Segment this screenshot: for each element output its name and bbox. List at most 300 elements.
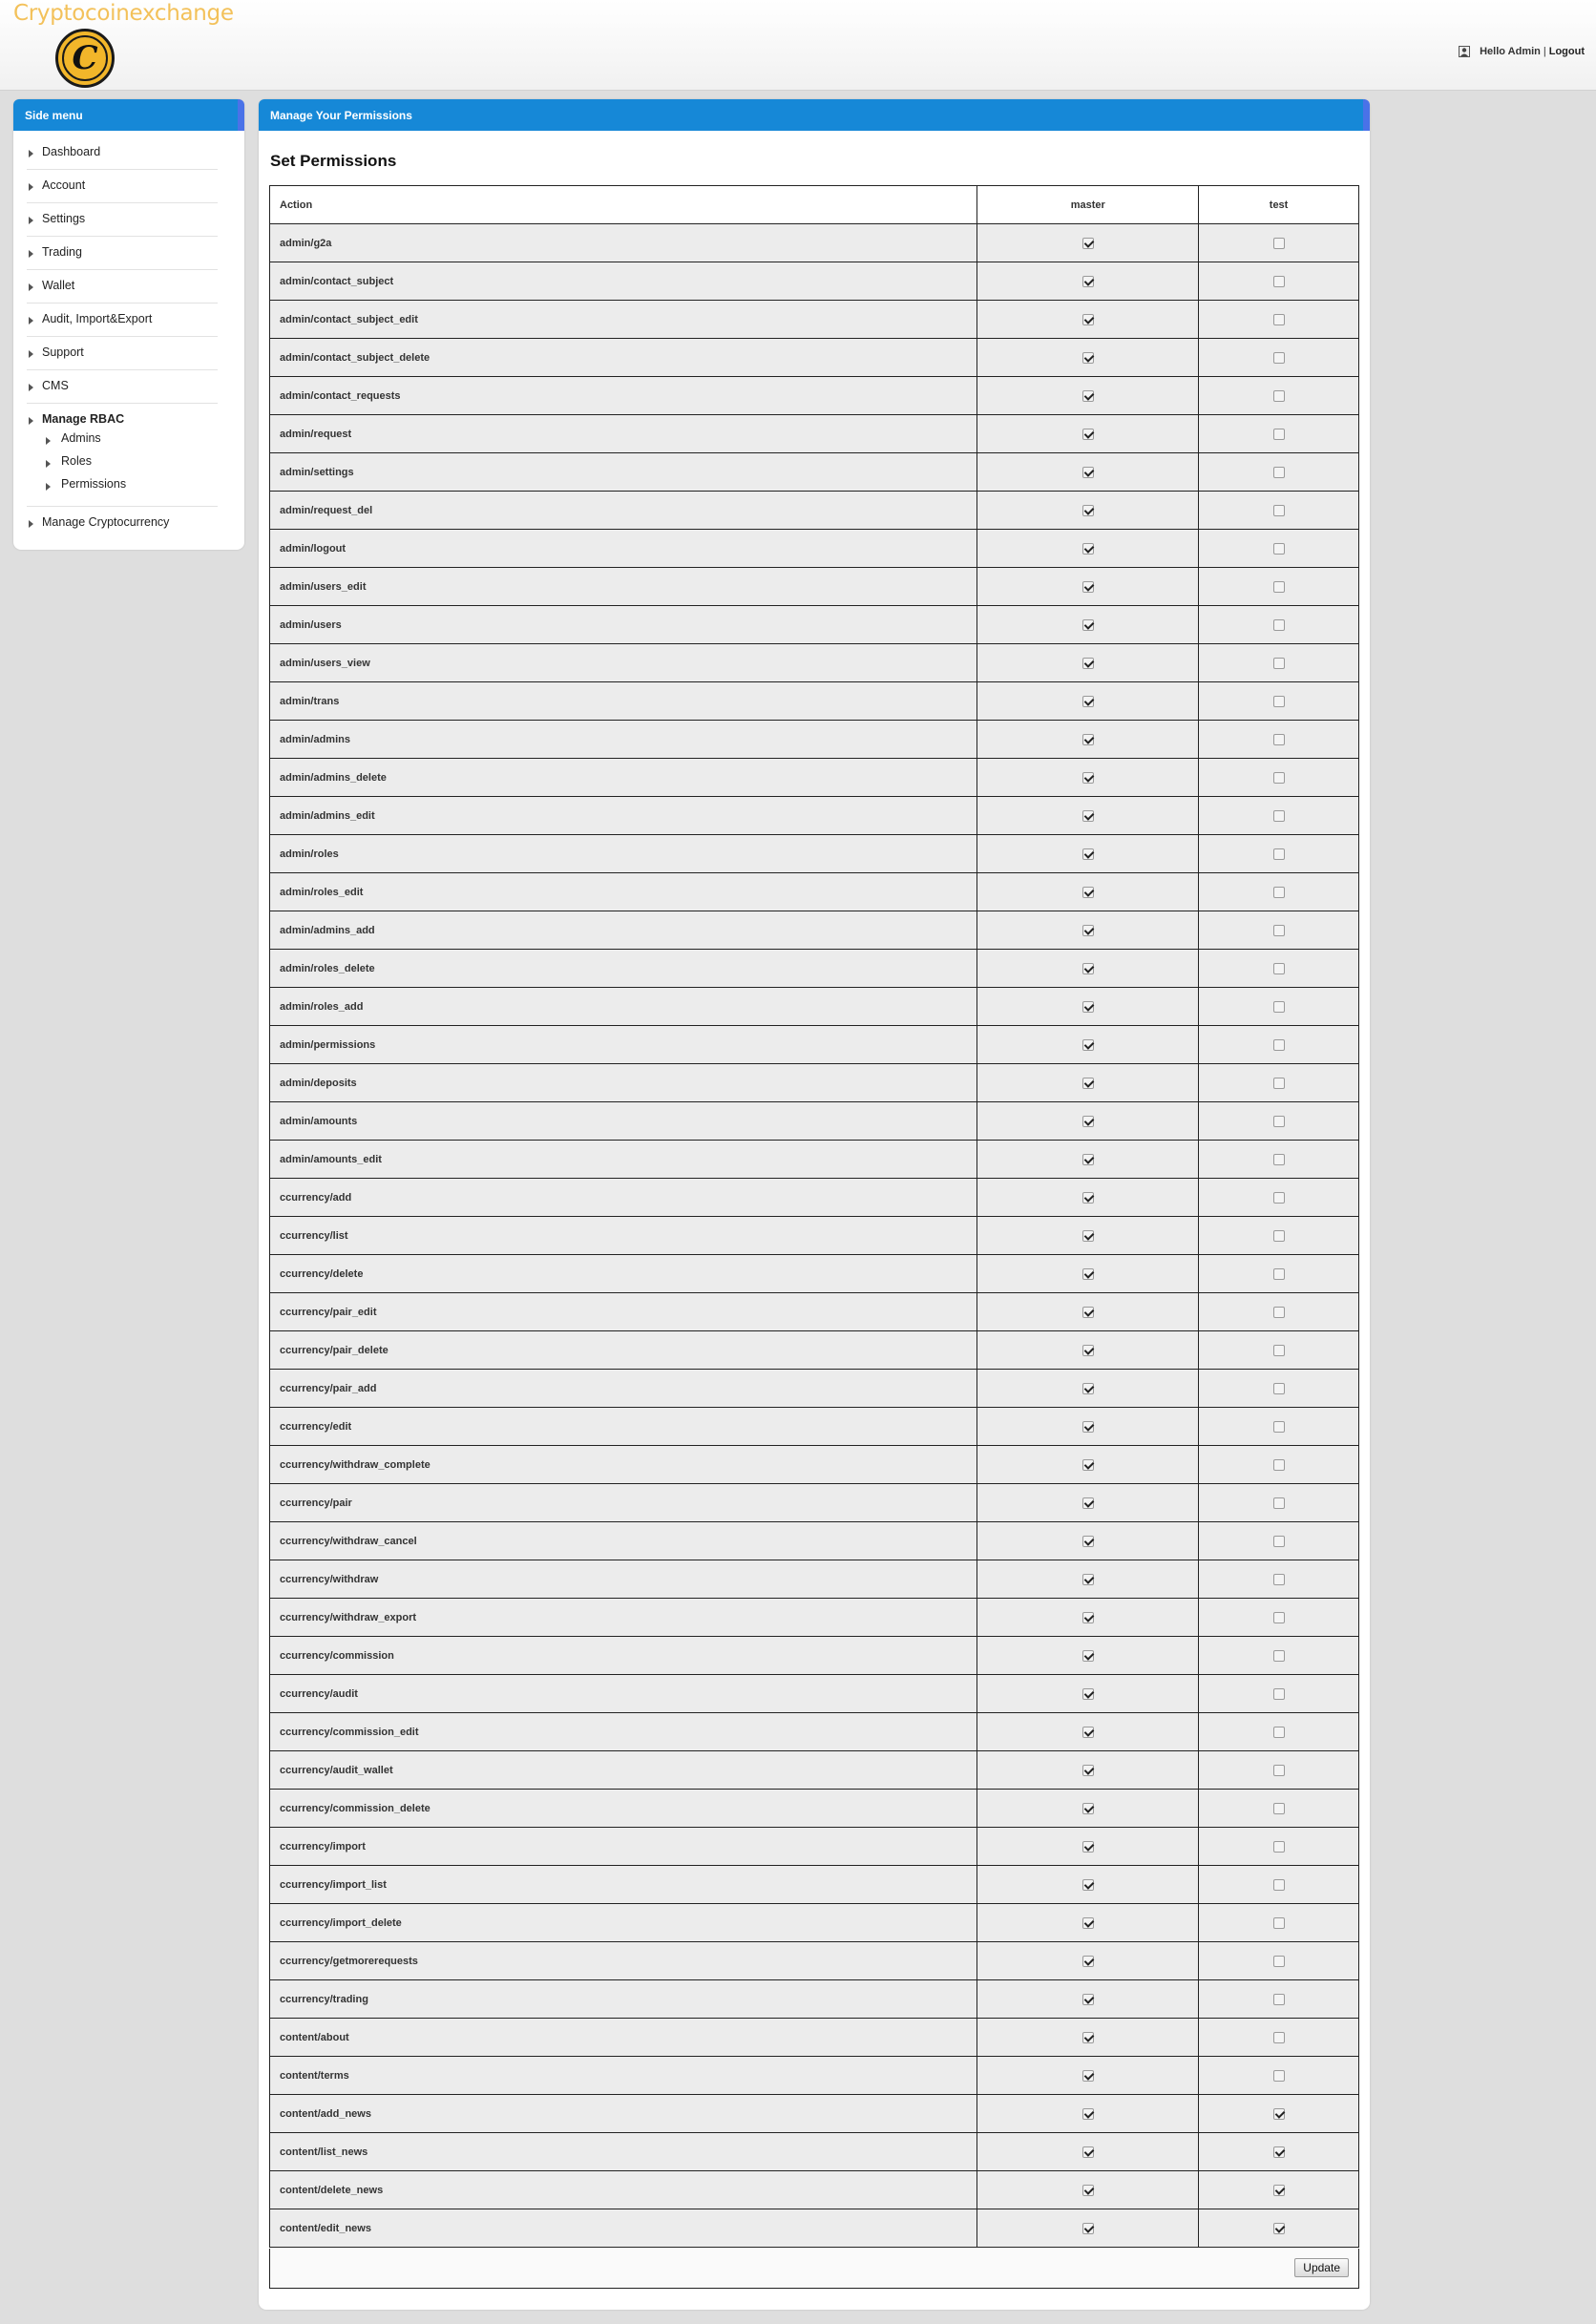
test-permission-checkbox[interactable] — [1273, 467, 1285, 478]
test-permission-checkbox[interactable] — [1273, 352, 1285, 364]
sidebar-item-support[interactable] — [27, 337, 218, 370]
sidebar-item-settings[interactable] — [27, 203, 218, 237]
master-permission-checkbox[interactable] — [1082, 2223, 1094, 2234]
master-permission-checkbox[interactable] — [1082, 848, 1094, 860]
test-permission-checkbox[interactable] — [1273, 543, 1285, 555]
master-cell — [977, 2209, 1199, 2248]
test-cell — [1199, 682, 1359, 721]
table-row — [270, 453, 1359, 492]
action-cell: admin/contact_subject_delete — [270, 339, 977, 377]
test-cell — [1199, 606, 1359, 644]
table-row — [270, 1790, 1359, 1828]
column-header-test: test — [1199, 186, 1359, 224]
sidebar-item-audit-import-export[interactable] — [27, 304, 218, 337]
action-cell: ccurrency/edit — [270, 1408, 977, 1446]
test-cell — [1199, 835, 1359, 873]
test-permission-checkbox[interactable] — [1273, 1001, 1285, 1013]
master-cell — [977, 1026, 1199, 1064]
master-permission-checkbox[interactable] — [1082, 2070, 1094, 2082]
panel-title: Manage Your Permissions — [259, 99, 1370, 131]
table-row — [270, 950, 1359, 988]
test-cell — [1199, 1675, 1359, 1713]
master-cell — [977, 835, 1199, 873]
table-row — [270, 339, 1359, 377]
sidebar-item-label: Manage RBAC — [42, 412, 125, 426]
master-cell — [977, 721, 1199, 759]
action-cell: admin/contact_requests — [270, 377, 977, 415]
rbac-submenu — [42, 428, 218, 496]
master-permission-checkbox[interactable] — [1082, 2146, 1094, 2158]
action-cell: ccurrency/withdraw_complete — [270, 1446, 977, 1484]
table-row — [270, 2057, 1359, 2095]
table-row — [270, 1331, 1359, 1370]
table-row — [270, 377, 1359, 415]
test-permission-checkbox[interactable] — [1273, 1727, 1285, 1738]
master-cell — [977, 2171, 1199, 2209]
test-permission-checkbox[interactable] — [1273, 619, 1285, 631]
master-cell — [977, 2057, 1199, 2095]
master-permission-checkbox[interactable] — [1082, 1727, 1094, 1738]
submenu-item-permissions[interactable] — [42, 473, 218, 496]
master-cell — [977, 1064, 1199, 1102]
test-permission-checkbox[interactable] — [1273, 1879, 1285, 1891]
test-cell — [1199, 2095, 1359, 2133]
table-row — [270, 1026, 1359, 1064]
action-cell: ccurrency/pair — [270, 1484, 977, 1522]
table-row — [270, 1675, 1359, 1713]
caret-right-icon — [29, 183, 33, 191]
test-cell — [1199, 1980, 1359, 2019]
test-cell — [1199, 721, 1359, 759]
master-cell — [977, 644, 1199, 682]
master-permission-checkbox[interactable] — [1082, 1650, 1094, 1662]
caret-right-icon — [29, 217, 33, 224]
table-row — [270, 1942, 1359, 1980]
test-permission-checkbox[interactable] — [1273, 581, 1285, 593]
test-cell — [1199, 492, 1359, 530]
master-permission-checkbox[interactable] — [1082, 467, 1094, 478]
master-permission-checkbox[interactable] — [1082, 1574, 1094, 1585]
caret-right-icon — [46, 483, 51, 491]
master-permission-checkbox[interactable] — [1082, 1154, 1094, 1165]
test-cell — [1199, 1790, 1359, 1828]
sidebar-item-label: Manage Cryptocurrency — [42, 515, 170, 529]
table-row — [270, 2095, 1359, 2133]
test-cell — [1199, 950, 1359, 988]
master-cell — [977, 1446, 1199, 1484]
master-permission-checkbox[interactable] — [1082, 658, 1094, 669]
test-cell — [1199, 1179, 1359, 1217]
test-cell — [1199, 1484, 1359, 1522]
action-cell: admin/g2a — [270, 224, 977, 262]
caret-right-icon — [29, 317, 33, 325]
caret-right-icon — [29, 150, 33, 157]
test-permission-checkbox[interactable] — [1273, 1421, 1285, 1433]
test-cell — [1199, 1331, 1359, 1370]
action-cell: admin/roles — [270, 835, 977, 873]
master-permission-checkbox[interactable] — [1082, 390, 1094, 402]
test-cell — [1199, 1370, 1359, 1408]
action-cell: admin/logout — [270, 530, 977, 568]
test-cell — [1199, 988, 1359, 1026]
test-cell — [1199, 1637, 1359, 1675]
action-cell: admin/contact_subject_edit — [270, 301, 977, 339]
brand-name[interactable]: Cryptocoinexchange — [13, 1, 234, 26]
column-header-master: master — [977, 186, 1199, 224]
test-permission-checkbox[interactable] — [1273, 658, 1285, 669]
submenu-item-roles[interactable] — [42, 450, 218, 473]
caret-right-icon — [29, 417, 33, 425]
table-row — [270, 1102, 1359, 1141]
test-cell — [1199, 1141, 1359, 1179]
master-permission-checkbox[interactable] — [1082, 1001, 1094, 1013]
master-permission-checkbox[interactable] — [1082, 887, 1094, 898]
action-cell: admin/trans — [270, 682, 977, 721]
master-permission-checkbox[interactable] — [1082, 1956, 1094, 1967]
submenu-item-label: Roles — [61, 454, 92, 468]
action-cell: ccurrency/commission — [270, 1637, 977, 1675]
master-cell — [977, 1713, 1199, 1751]
master-cell — [977, 1484, 1199, 1522]
caret-right-icon — [29, 520, 33, 528]
greeting-text: Hello Admin — [1480, 46, 1541, 57]
master-permission-checkbox[interactable] — [1082, 1803, 1094, 1814]
master-permission-checkbox[interactable] — [1082, 505, 1094, 516]
master-cell — [977, 568, 1199, 606]
master-permission-checkbox[interactable] — [1082, 1765, 1094, 1776]
test-permission-checkbox[interactable] — [1273, 1307, 1285, 1318]
master-permission-checkbox[interactable] — [1082, 1307, 1094, 1318]
test-permission-checkbox[interactable] — [1273, 1612, 1285, 1623]
master-permission-checkbox[interactable] — [1082, 276, 1094, 287]
sidebar-item-trading[interactable] — [27, 237, 218, 270]
test-cell — [1199, 453, 1359, 492]
test-cell — [1199, 2133, 1359, 2171]
test-permission-checkbox[interactable] — [1273, 2185, 1285, 2196]
test-cell — [1199, 301, 1359, 339]
action-cell: ccurrency/pair_delete — [270, 1331, 977, 1370]
action-cell: content/terms — [270, 2057, 977, 2095]
table-row — [270, 1255, 1359, 1293]
master-permission-checkbox[interactable] — [1082, 1879, 1094, 1891]
test-cell — [1199, 759, 1359, 797]
action-cell: content/list_news — [270, 2133, 977, 2171]
master-cell — [977, 1522, 1199, 1560]
action-cell: ccurrency/list — [270, 1217, 977, 1255]
test-permission-checkbox[interactable] — [1273, 1078, 1285, 1089]
master-permission-checkbox[interactable] — [1082, 1078, 1094, 1089]
master-permission-checkbox[interactable] — [1082, 1116, 1094, 1127]
test-permission-checkbox[interactable] — [1273, 2070, 1285, 2082]
master-permission-checkbox[interactable] — [1082, 1345, 1094, 1356]
master-permission-checkbox[interactable] — [1082, 2032, 1094, 2043]
test-permission-checkbox[interactable] — [1273, 887, 1285, 898]
test-permission-checkbox[interactable] — [1273, 1917, 1285, 1929]
test-permission-checkbox[interactable] — [1273, 848, 1285, 860]
master-cell — [977, 339, 1199, 377]
action-cell: ccurrency/pair_add — [270, 1370, 977, 1408]
test-permission-checkbox[interactable] — [1273, 1574, 1285, 1585]
master-cell — [977, 988, 1199, 1026]
test-permission-checkbox[interactable] — [1273, 734, 1285, 745]
master-cell — [977, 1293, 1199, 1331]
master-permission-checkbox[interactable] — [1082, 429, 1094, 440]
sidebar-item-manage-cryptocurrency[interactable] — [27, 507, 218, 540]
test-cell — [1199, 1866, 1359, 1904]
caret-right-icon — [29, 250, 33, 258]
column-header-action: Action — [270, 186, 977, 224]
master-cell — [977, 453, 1199, 492]
side-menu — [13, 99, 244, 550]
test-permission-checkbox[interactable] — [1273, 1765, 1285, 1776]
logout-link[interactable]: Logout — [1548, 46, 1585, 57]
test-cell — [1199, 1064, 1359, 1102]
test-permission-checkbox[interactable] — [1273, 505, 1285, 516]
master-permission-checkbox[interactable] — [1082, 1536, 1094, 1547]
table-row — [270, 988, 1359, 1026]
test-permission-checkbox[interactable] — [1273, 1497, 1285, 1509]
site-logo[interactable] — [55, 29, 115, 88]
master-cell — [977, 606, 1199, 644]
master-cell — [977, 1217, 1199, 1255]
action-cell: admin/permissions — [270, 1026, 977, 1064]
update-button[interactable]: Update — [1294, 2258, 1349, 2277]
table-row — [270, 1522, 1359, 1560]
test-permission-checkbox[interactable] — [1273, 963, 1285, 974]
test-cell — [1199, 911, 1359, 950]
table-row — [270, 1980, 1359, 2019]
master-cell — [977, 1141, 1199, 1179]
test-permission-checkbox[interactable] — [1273, 1192, 1285, 1204]
master-permission-checkbox[interactable] — [1082, 1612, 1094, 1623]
test-permission-checkbox[interactable] — [1273, 925, 1285, 936]
sidebar-item-label: Settings — [42, 212, 86, 225]
master-cell — [977, 1179, 1199, 1217]
action-cell: admin/contact_subject — [270, 262, 977, 301]
test-cell — [1199, 2209, 1359, 2248]
action-cell: ccurrency/add — [270, 1179, 977, 1217]
caret-right-icon — [29, 283, 33, 291]
sidebar-item-label: Trading — [42, 245, 82, 259]
action-cell: admin/admins_edit — [270, 797, 977, 835]
test-permission-checkbox[interactable] — [1273, 238, 1285, 249]
master-cell — [977, 1980, 1199, 2019]
test-permission-checkbox[interactable] — [1273, 1039, 1285, 1051]
test-cell — [1199, 644, 1359, 682]
page-header — [0, 0, 1596, 91]
test-permission-checkbox[interactable] — [1273, 1154, 1285, 1165]
caret-right-icon — [29, 384, 33, 391]
action-cell: content/add_news — [270, 2095, 977, 2133]
action-cell: admin/amounts_edit — [270, 1141, 977, 1179]
master-permission-checkbox[interactable] — [1082, 1497, 1094, 1509]
master-permission-checkbox[interactable] — [1082, 925, 1094, 936]
action-cell: admin/deposits — [270, 1064, 977, 1102]
test-permission-checkbox[interactable] — [1273, 696, 1285, 707]
action-cell: admin/admins_delete — [270, 759, 977, 797]
sidebar-item-label: Support — [42, 345, 84, 359]
test-permission-checkbox[interactable] — [1273, 1994, 1285, 2005]
test-permission-checkbox[interactable] — [1273, 1956, 1285, 1967]
action-cell: admin/roles_delete — [270, 950, 977, 988]
master-permission-checkbox[interactable] — [1082, 810, 1094, 822]
test-permission-checkbox[interactable] — [1273, 2108, 1285, 2120]
test-cell — [1199, 224, 1359, 262]
test-permission-checkbox[interactable] — [1273, 1345, 1285, 1356]
sidebar-item-label: Dashboard — [42, 145, 101, 158]
sidebar-item-cms[interactable] — [27, 370, 218, 404]
test-permission-checkbox[interactable] — [1273, 1803, 1285, 1814]
table-row — [270, 262, 1359, 301]
test-permission-checkbox[interactable] — [1273, 1536, 1285, 1547]
table-row — [270, 224, 1359, 262]
test-permission-checkbox[interactable] — [1273, 1230, 1285, 1242]
table-row — [270, 1293, 1359, 1331]
test-permission-checkbox[interactable] — [1273, 314, 1285, 325]
sidebar-item-account[interactable] — [27, 170, 218, 203]
table-row — [270, 530, 1359, 568]
permissions-panel — [259, 99, 1370, 2310]
master-cell — [977, 1255, 1199, 1293]
master-permission-checkbox[interactable] — [1082, 238, 1094, 249]
master-cell — [977, 492, 1199, 530]
action-cell: ccurrency/trading — [270, 1980, 977, 2019]
master-permission-checkbox[interactable] — [1082, 581, 1094, 593]
caret-right-icon — [46, 437, 51, 445]
master-permission-checkbox[interactable] — [1082, 1192, 1094, 1204]
side-menu-list — [13, 131, 244, 540]
master-permission-checkbox[interactable] — [1082, 1383, 1094, 1394]
master-permission-checkbox[interactable] — [1082, 1039, 1094, 1051]
table-row — [270, 873, 1359, 911]
master-permission-checkbox[interactable] — [1082, 352, 1094, 364]
test-permission-checkbox[interactable] — [1273, 2032, 1285, 2043]
action-cell: admin/roles_edit — [270, 873, 977, 911]
master-cell — [977, 1408, 1199, 1446]
table-row — [270, 2133, 1359, 2171]
side-menu-title: Side menu — [13, 99, 244, 131]
test-permission-checkbox[interactable] — [1273, 1841, 1285, 1853]
test-permission-checkbox[interactable] — [1273, 1116, 1285, 1127]
master-permission-checkbox[interactable] — [1082, 1230, 1094, 1242]
master-cell — [977, 1866, 1199, 1904]
action-cell: admin/settings — [270, 453, 977, 492]
table-row — [270, 2019, 1359, 2057]
test-cell — [1199, 1828, 1359, 1866]
test-permission-checkbox[interactable] — [1273, 390, 1285, 402]
master-permission-checkbox[interactable] — [1082, 2108, 1094, 2120]
test-permission-checkbox[interactable] — [1273, 1459, 1285, 1471]
table-row — [270, 682, 1359, 721]
test-permission-checkbox[interactable] — [1273, 810, 1285, 822]
action-cell: ccurrency/audit — [270, 1675, 977, 1713]
action-cell: ccurrency/import — [270, 1828, 977, 1866]
test-cell — [1199, 1255, 1359, 1293]
master-permission-checkbox[interactable] — [1082, 2185, 1094, 2196]
master-permission-checkbox[interactable] — [1082, 1994, 1094, 2005]
master-cell — [977, 2095, 1199, 2133]
master-permission-checkbox[interactable] — [1082, 1917, 1094, 1929]
test-permission-checkbox[interactable] — [1273, 276, 1285, 287]
master-permission-checkbox[interactable] — [1082, 696, 1094, 707]
permissions-table — [269, 185, 1359, 2248]
table-row — [270, 2209, 1359, 2248]
table-row — [270, 1599, 1359, 1637]
master-cell — [977, 911, 1199, 950]
master-permission-checkbox[interactable] — [1082, 1459, 1094, 1471]
test-permission-checkbox[interactable] — [1273, 1383, 1285, 1394]
master-permission-checkbox[interactable] — [1082, 1268, 1094, 1280]
sidebar-item-dashboard[interactable] — [27, 136, 218, 170]
table-row — [270, 415, 1359, 453]
sidebar-item-label: CMS — [42, 379, 69, 392]
master-cell — [977, 1751, 1199, 1790]
test-permission-checkbox[interactable] — [1273, 1650, 1285, 1662]
action-cell: ccurrency/withdraw_cancel — [270, 1522, 977, 1560]
test-cell — [1199, 2057, 1359, 2095]
test-permission-checkbox[interactable] — [1273, 772, 1285, 784]
test-cell — [1199, 797, 1359, 835]
test-cell — [1199, 1599, 1359, 1637]
master-permission-checkbox[interactable] — [1082, 734, 1094, 745]
table-header-row — [270, 186, 1359, 224]
test-cell — [1199, 1217, 1359, 1255]
action-cell: ccurrency/pair_edit — [270, 1293, 977, 1331]
submenu-item-admins[interactable] — [42, 428, 218, 450]
action-cell: admin/admins_add — [270, 911, 977, 950]
test-permission-checkbox[interactable] — [1273, 1688, 1285, 1700]
permissions-table-body — [270, 224, 1359, 2248]
test-cell — [1199, 2019, 1359, 2057]
test-cell — [1199, 1904, 1359, 1942]
test-permission-checkbox[interactable] — [1273, 2146, 1285, 2158]
master-permission-checkbox[interactable] — [1082, 1841, 1094, 1853]
sidebar-item-wallet[interactable] — [27, 270, 218, 304]
test-cell — [1199, 1560, 1359, 1599]
master-cell — [977, 759, 1199, 797]
master-permission-checkbox[interactable] — [1082, 619, 1094, 631]
test-cell — [1199, 1026, 1359, 1064]
master-cell — [977, 682, 1199, 721]
master-permission-checkbox[interactable] — [1082, 1421, 1094, 1433]
table-row — [270, 1141, 1359, 1179]
test-permission-checkbox[interactable] — [1273, 1268, 1285, 1280]
table-row — [270, 1713, 1359, 1751]
section-title: Set Permissions — [270, 152, 397, 170]
sidebar-item-manage-rbac[interactable] — [27, 404, 218, 507]
master-permission-checkbox[interactable] — [1082, 543, 1094, 555]
master-cell — [977, 797, 1199, 835]
master-permission-checkbox[interactable] — [1082, 314, 1094, 325]
table-row — [270, 1179, 1359, 1217]
table-row — [270, 644, 1359, 682]
master-permission-checkbox[interactable] — [1082, 1688, 1094, 1700]
action-cell: admin/users_edit — [270, 568, 977, 606]
master-permission-checkbox[interactable] — [1082, 772, 1094, 784]
action-cell: ccurrency/import_list — [270, 1866, 977, 1904]
table-row — [270, 797, 1359, 835]
table-row — [270, 1751, 1359, 1790]
test-permission-checkbox[interactable] — [1273, 2223, 1285, 2234]
test-permission-checkbox[interactable] — [1273, 429, 1285, 440]
action-cell: admin/users — [270, 606, 977, 644]
master-cell — [977, 1675, 1199, 1713]
master-cell — [977, 530, 1199, 568]
master-cell — [977, 262, 1199, 301]
table-footer — [269, 2249, 1359, 2289]
master-permission-checkbox[interactable] — [1082, 963, 1094, 974]
submenu-item-label: Admins — [61, 431, 101, 445]
